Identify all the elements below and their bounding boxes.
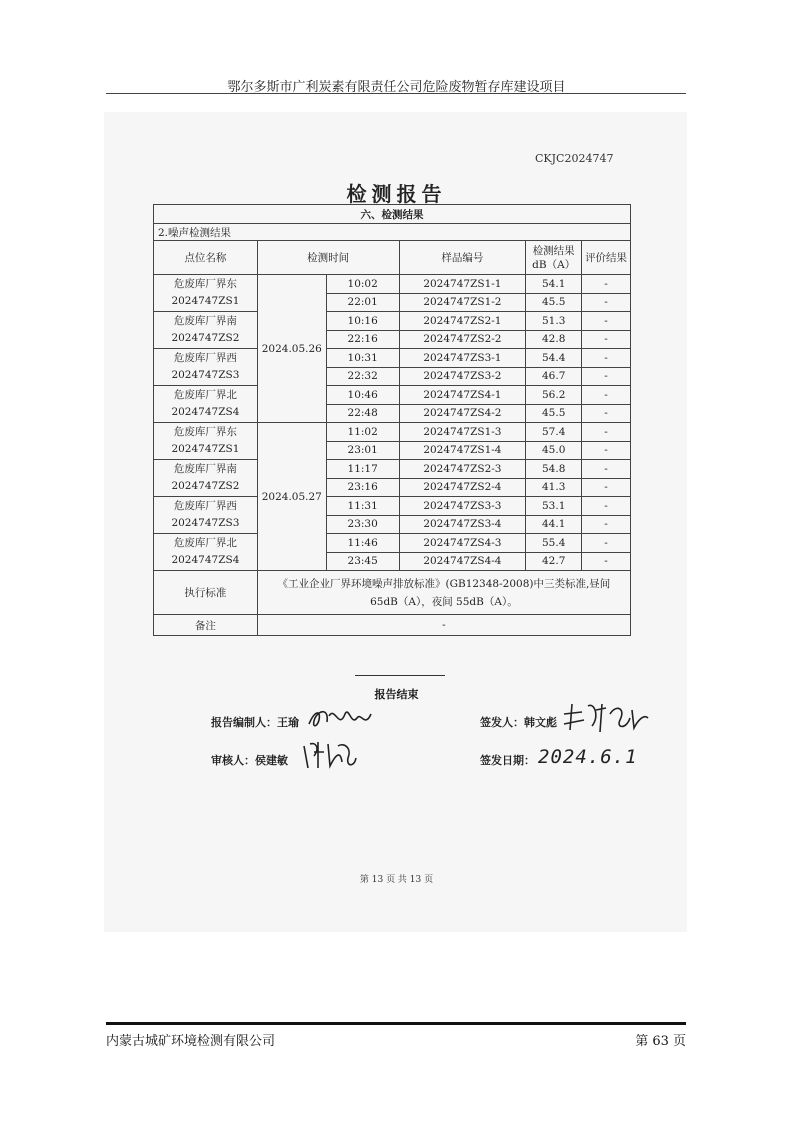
point-name-label: 危废库厂界北: [173, 537, 237, 549]
sample-id: 2024747ZS3-2: [399, 367, 526, 386]
point-code-label: 2024747ZS2: [171, 480, 240, 492]
report-title: 检测报告: [346, 182, 447, 206]
point-name-label: 危废库厂界西: [173, 352, 237, 364]
page-header-title: 鄂尔多斯市广利炭素有限责任公司危险废物暂存库建设项目: [227, 80, 566, 95]
point-name: [154, 534, 258, 571]
result-value: 51.3: [526, 312, 582, 331]
result-value: 45.0: [526, 441, 582, 460]
footer-company: 内蒙古城矿环境检测有限公司: [106, 1034, 276, 1049]
sample-id: 2024747ZS2-2: [399, 330, 526, 349]
table-row: [154, 423, 631, 442]
evaluation: -: [582, 367, 631, 386]
evaluation: -: [582, 515, 631, 534]
test-time: 11:02: [326, 423, 399, 442]
evaluation: -: [582, 497, 631, 516]
test-time: 22:32: [326, 367, 399, 386]
issue-date-label: 签发日期：: [480, 754, 535, 767]
report-page-number: 第 13 页 共 13 页: [359, 875, 434, 885]
section-heading: 六、检测结果: [154, 205, 631, 224]
test-date: 2024.05.27: [257, 423, 326, 571]
test-time: 23:01: [326, 441, 399, 460]
evaluation: -: [582, 460, 631, 479]
point-name-label: 危废库厂界南: [173, 463, 237, 475]
remark-value: -: [257, 615, 630, 636]
test-time: 10:16: [326, 312, 399, 331]
test-time: 11:17: [326, 460, 399, 479]
col-header-result: [526, 241, 582, 275]
point-name-label: 危废库厂界东: [173, 278, 237, 290]
table-row: [154, 497, 631, 516]
point-code-label: 2024747ZS4: [171, 554, 240, 566]
sample-id: 2024747ZS2-4: [399, 478, 526, 497]
test-time: 11:46: [326, 534, 399, 553]
table-row: [154, 460, 631, 479]
reviewer-label: 审核人：侯建敏: [211, 754, 288, 767]
result-value: 55.4: [526, 534, 582, 553]
noise-results-table: [153, 204, 631, 636]
standard-text-line1: 《工业企业厂界环境噪声排放标准》(GB12348-2008)中三类标准,昼间: [277, 577, 611, 590]
test-time: 10:46: [326, 386, 399, 405]
result-value: 53.1: [526, 497, 582, 516]
col-header-result-line1: 检测结果: [532, 244, 575, 257]
point-name: [154, 423, 258, 460]
sample-id: 2024747ZS3-1: [399, 349, 526, 368]
evaluation: -: [582, 534, 631, 553]
test-time: 22:16: [326, 330, 399, 349]
test-time: 23:16: [326, 478, 399, 497]
evaluation: -: [582, 275, 631, 294]
point-name: [154, 275, 258, 312]
report-end: 报告结束: [374, 688, 419, 701]
col-header-sample: 样品编号: [399, 241, 526, 275]
subsection-heading: 2.噪声检测结果: [154, 224, 631, 241]
sample-id: 2024747ZS4-1: [399, 386, 526, 405]
editor-label: 报告编制人：王瑜: [211, 716, 299, 729]
end-divider: [355, 675, 445, 676]
evaluation: -: [582, 293, 631, 312]
test-time: 22:01: [326, 293, 399, 312]
result-value: 44.1: [526, 515, 582, 534]
evaluation: -: [582, 312, 631, 331]
table-row: [154, 534, 631, 553]
test-time: 23:45: [326, 552, 399, 571]
standard-text-line2: 65dB（A），夜间 55dB（A）。: [370, 595, 518, 608]
evaluation: -: [582, 330, 631, 349]
test-date: 2024.05.26: [257, 275, 326, 423]
table-row: [154, 386, 631, 405]
standard-row: [154, 571, 631, 615]
col-header-result-line2: dB（A）: [532, 258, 576, 271]
point-name: [154, 349, 258, 386]
point-name-label: 危废库厂界东: [173, 426, 237, 438]
sample-id: 2024747ZS1-4: [399, 441, 526, 460]
test-time: 23:30: [326, 515, 399, 534]
point-name: [154, 460, 258, 497]
col-header-eval: 评价结果: [582, 241, 631, 275]
result-value: 45.5: [526, 293, 582, 312]
evaluation: -: [582, 423, 631, 442]
point-code-label: 2024747ZS4: [171, 406, 240, 418]
sample-id: 2024747ZS1-1: [399, 275, 526, 294]
point-code-label: 2024747ZS3: [171, 369, 240, 381]
sample-id: 2024747ZS4-2: [399, 404, 526, 423]
test-time: 11:31: [326, 497, 399, 516]
result-value: 46.7: [526, 367, 582, 386]
evaluation: -: [582, 552, 631, 571]
point-name: [154, 312, 258, 349]
sample-id: 2024747ZS3-3: [399, 497, 526, 516]
footer-page-number: 第 63 页: [635, 1034, 686, 1049]
point-name-label: 危废库厂界西: [173, 500, 237, 512]
report-code: CKJC2024747: [535, 152, 614, 165]
result-value: 42.7: [526, 552, 582, 571]
evaluation: -: [582, 441, 631, 460]
sample-id: 2024747ZS2-1: [399, 312, 526, 331]
issue-date-handwritten: 2024.6.1: [538, 746, 638, 768]
evaluation: -: [582, 404, 631, 423]
point-name: [154, 386, 258, 423]
header-divider: [106, 93, 686, 94]
result-value: 45.5: [526, 404, 582, 423]
test-time: 22:48: [326, 404, 399, 423]
sample-id: 2024747ZS1-3: [399, 423, 526, 442]
col-header-time: 检测时间: [257, 241, 399, 275]
sample-id: 2024747ZS1-2: [399, 293, 526, 312]
point-name-label: 危废库厂界南: [173, 315, 237, 327]
remark-row: [154, 615, 631, 636]
result-value: 57.4: [526, 423, 582, 442]
result-value: 54.8: [526, 460, 582, 479]
result-value: 54.4: [526, 349, 582, 368]
test-time: 10:31: [326, 349, 399, 368]
issuer-label: 签发人：韩文彪: [480, 716, 557, 729]
evaluation: -: [582, 386, 631, 405]
standard-text: [257, 571, 630, 615]
test-time: 10:02: [326, 275, 399, 294]
evaluation: -: [582, 478, 631, 497]
evaluation: -: [582, 349, 631, 368]
result-value: 54.1: [526, 275, 582, 294]
footer-divider: [106, 1022, 686, 1025]
sample-id: 2024747ZS3-4: [399, 515, 526, 534]
point-code-label: 2024747ZS2: [171, 332, 240, 344]
point-code-label: 2024747ZS3: [171, 517, 240, 529]
result-value: 41.3: [526, 478, 582, 497]
sample-id: 2024747ZS4-4: [399, 552, 526, 571]
point-code-label: 2024747ZS1: [171, 443, 240, 455]
table-row: [154, 312, 631, 331]
col-header-point: 点位名称: [154, 241, 258, 275]
result-value: 42.8: [526, 330, 582, 349]
point-name: [154, 497, 258, 534]
issuer-signature: [560, 700, 652, 734]
standard-label: 执行标准: [154, 571, 258, 615]
reviewer-signature: [300, 738, 360, 774]
point-name-label: 危废库厂界北: [173, 389, 237, 401]
table-row: [154, 349, 631, 368]
point-code-label: 2024747ZS1: [171, 295, 240, 307]
result-value: 56.2: [526, 386, 582, 405]
table-row: [154, 275, 631, 294]
sample-id: 2024747ZS4-3: [399, 534, 526, 553]
remark-label: 备注: [154, 615, 258, 636]
editor-signature: [305, 702, 377, 734]
sample-id: 2024747ZS2-3: [399, 460, 526, 479]
